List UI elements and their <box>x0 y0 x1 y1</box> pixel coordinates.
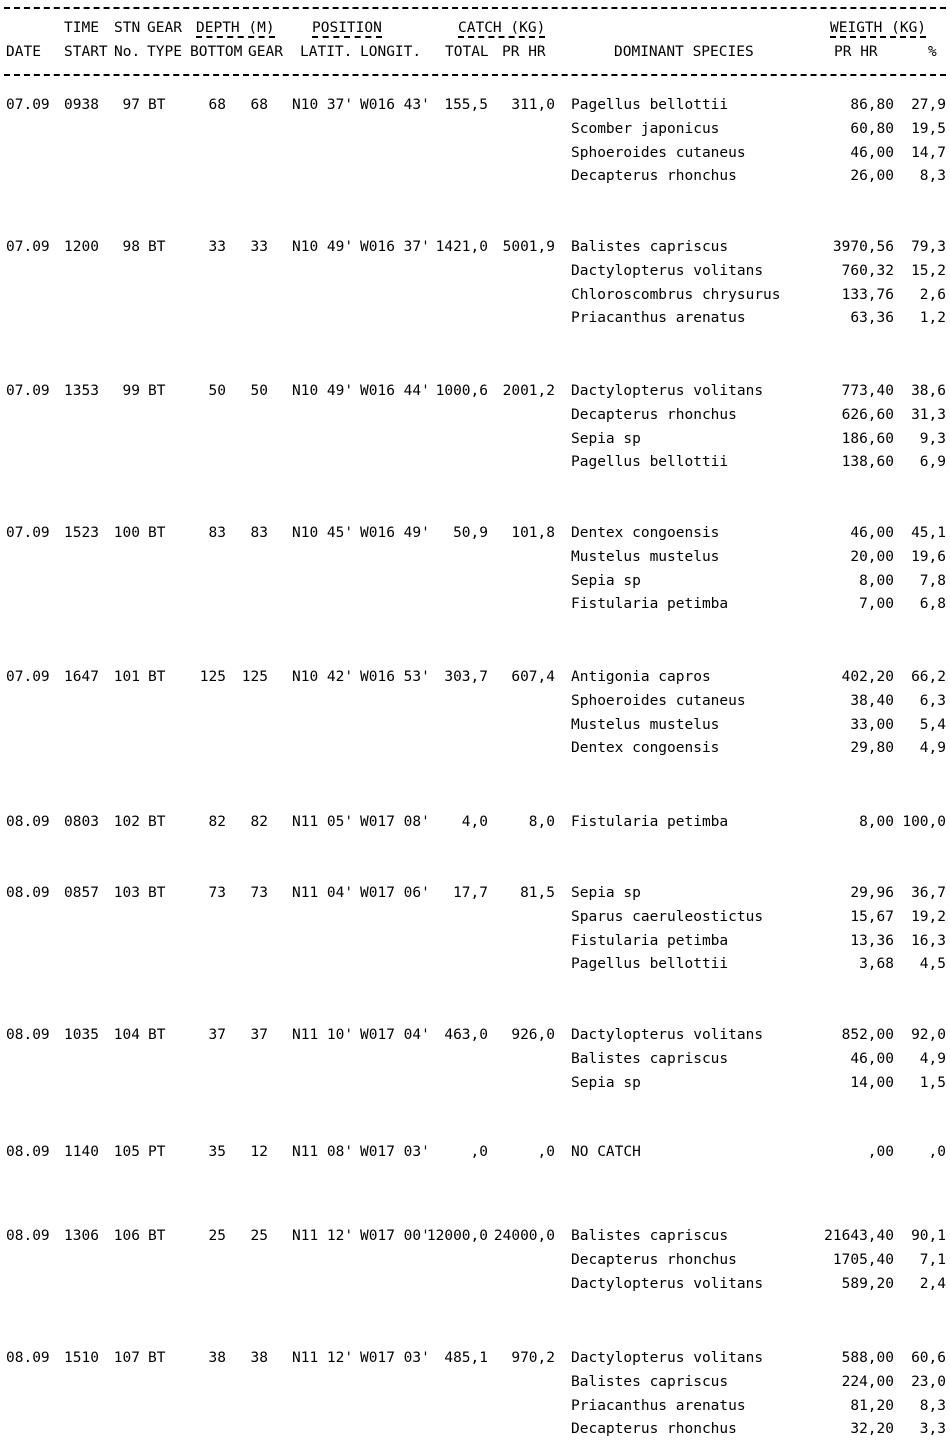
species-weight-pct: 5,4 <box>919 717 946 733</box>
species-weight-pct: ,0 <box>928 1144 946 1160</box>
cell-gear-type: BT <box>148 814 166 830</box>
species-weight-prhr: 60,80 <box>850 121 894 137</box>
species-name: Chloroscombrus chrysurus <box>571 287 781 303</box>
cell-depth-bottom: 25 <box>208 1228 226 1244</box>
species-name: Priacanthus arenatus <box>571 1398 746 1414</box>
species-name: Pagellus bellottii <box>571 956 729 972</box>
cell-time-start: 1140 <box>64 1144 99 1160</box>
cell-depth-gear: 83 <box>250 525 268 541</box>
cell-time-start: 1306 <box>64 1228 99 1244</box>
cell-date: 08.09 <box>6 814 50 830</box>
cell-longitude: W017 03' <box>360 1144 430 1160</box>
header-catch-prhr: PR HR <box>502 44 546 60</box>
species-weight-pct: 14,7 <box>911 145 946 161</box>
species-weight-prhr: 21643,40 <box>824 1228 894 1244</box>
species-name: Balistes capriscus <box>571 1051 729 1067</box>
cell-depth-bottom: 73 <box>208 885 226 901</box>
header-gear-bottom: TYPE <box>147 44 182 60</box>
species-name: Decapterus rhonchus <box>571 1252 737 1268</box>
cell-time-start: 1200 <box>64 239 99 255</box>
cell-latitude: N11 12' <box>292 1350 354 1366</box>
cell-date: 07.09 <box>6 383 50 399</box>
species-name: Pagellus bellottii <box>571 454 729 470</box>
cell-depth-gear: 82 <box>250 814 268 830</box>
species-weight-pct: 6,8 <box>919 596 946 612</box>
cell-catch-total: 4,0 <box>461 814 488 830</box>
header-weigth-pct: % <box>928 44 937 60</box>
cell-date: 08.09 <box>6 1350 50 1366</box>
species-weight-prhr: 46,00 <box>850 1051 894 1067</box>
cell-catch-total: 155,5 <box>444 97 488 113</box>
species-weight-prhr: 852,00 <box>841 1027 894 1043</box>
species-weight-prhr: 33,00 <box>850 717 894 733</box>
species-weight-pct: 8,3 <box>919 1398 946 1414</box>
cell-latitude: N11 10' <box>292 1027 354 1043</box>
species-weight-prhr: 133,76 <box>841 287 894 303</box>
cell-catch-prhr: 2001,2 <box>502 383 555 399</box>
header-position-group: POSITION <box>312 20 382 36</box>
cell-gear-type: BT <box>148 239 166 255</box>
species-name: Sparus caeruleostictus <box>571 909 764 925</box>
species-weight-pct: 36,7 <box>911 885 946 901</box>
species-weight-pct: 4,9 <box>919 740 946 756</box>
header-weigth-group: WEIGTH (KG) <box>830 20 927 36</box>
species-name: Priacanthus arenatus <box>571 310 746 326</box>
species-weight-prhr: 29,80 <box>850 740 894 756</box>
cell-depth-gear: 125 <box>241 669 268 685</box>
species-weight-pct: 1,2 <box>919 310 946 326</box>
cell-depth-gear: 25 <box>250 1228 268 1244</box>
cell-longitude: W016 53' <box>360 669 430 685</box>
species-weight-prhr: 588,00 <box>841 1350 894 1366</box>
species-weight-prhr: 14,00 <box>850 1075 894 1091</box>
cell-latitude: N11 08' <box>292 1144 354 1160</box>
cell-catch-prhr: 926,0 <box>511 1027 555 1043</box>
cell-longitude: W017 08' <box>360 814 430 830</box>
cell-catch-prhr: 5001,9 <box>502 239 555 255</box>
species-weight-prhr: 8,00 <box>859 573 894 589</box>
cell-depth-bottom: 82 <box>208 814 226 830</box>
cell-gear-type: BT <box>148 383 166 399</box>
cell-depth-bottom: 33 <box>208 239 226 255</box>
species-weight-prhr: 402,20 <box>841 669 894 685</box>
cell-date: 07.09 <box>6 239 50 255</box>
species-weight-pct: 19,5 <box>911 121 946 137</box>
header-depth-gear: GEAR <box>248 44 283 60</box>
cell-depth-gear: 37 <box>250 1027 268 1043</box>
cell-time-start: 1353 <box>64 383 99 399</box>
species-weight-pct: 6,3 <box>919 693 946 709</box>
header-date: DATE <box>6 44 41 60</box>
species-weight-pct: 15,2 <box>911 263 946 279</box>
cell-longitude: W017 04' <box>360 1027 430 1043</box>
species-name: Dentex congoensis <box>571 525 720 541</box>
species-weight-pct: 7,1 <box>919 1252 946 1268</box>
cell-latitude: N10 49' <box>292 239 354 255</box>
cell-station-number: 105 <box>113 1144 140 1160</box>
species-weight-pct: 31,3 <box>911 407 946 423</box>
cell-station-number: 101 <box>113 669 140 685</box>
cell-depth-bottom: 38 <box>208 1350 226 1366</box>
cell-time-start: 0857 <box>64 885 99 901</box>
header-time-bottom: START <box>64 44 108 60</box>
species-weight-prhr: 1705,40 <box>832 1252 894 1268</box>
species-name: Balistes capriscus <box>571 239 729 255</box>
species-weight-prhr: 46,00 <box>850 525 894 541</box>
header-longit: LONGIT. <box>360 44 422 60</box>
cell-latitude: N10 42' <box>292 669 354 685</box>
header-weigth-prhr: PR HR <box>834 44 878 60</box>
species-weight-pct: 19,6 <box>911 549 946 565</box>
cell-longitude: W017 00' <box>360 1228 430 1244</box>
cell-latitude: N11 12' <box>292 1228 354 1244</box>
species-weight-pct: 19,2 <box>911 909 946 925</box>
species-weight-prhr: 20,00 <box>850 549 894 565</box>
species-name: Balistes capriscus <box>571 1374 729 1390</box>
cell-longitude: W017 03' <box>360 1350 430 1366</box>
cell-depth-gear: 68 <box>250 97 268 113</box>
cell-time-start: 1647 <box>64 669 99 685</box>
species-weight-pct: 90,1 <box>911 1228 946 1244</box>
species-weight-pct: 16,3 <box>911 933 946 949</box>
cell-catch-total: 12000,0 <box>426 1228 488 1244</box>
cell-longitude: W017 06' <box>360 885 430 901</box>
cell-date: 08.09 <box>6 885 50 901</box>
species-weight-prhr: 773,40 <box>841 383 894 399</box>
species-weight-pct: 4,9 <box>919 1051 946 1067</box>
cell-catch-prhr: 607,4 <box>511 669 555 685</box>
species-weight-prhr: 81,20 <box>850 1398 894 1414</box>
species-weight-pct: 6,9 <box>919 454 946 470</box>
header-gear-top: GEAR <box>147 20 182 36</box>
species-weight-prhr: 589,20 <box>841 1276 894 1292</box>
cell-latitude: N10 49' <box>292 383 354 399</box>
species-weight-pct: 7,8 <box>919 573 946 589</box>
header-time-top: TIME <box>64 20 99 36</box>
species-weight-prhr: 3,68 <box>859 956 894 972</box>
species-name: Dactylopterus volitans <box>571 1276 764 1292</box>
cell-longitude: W016 44' <box>360 383 430 399</box>
cell-longitude: W016 37' <box>360 239 430 255</box>
cell-latitude: N11 04' <box>292 885 354 901</box>
cell-depth-bottom: 50 <box>208 383 226 399</box>
species-weight-pct: 38,6 <box>911 383 946 399</box>
cell-date: 08.09 <box>6 1144 50 1160</box>
cell-station-number: 98 <box>122 239 140 255</box>
species-name: Sepia sp <box>571 431 641 447</box>
cell-depth-gear: 50 <box>250 383 268 399</box>
species-weight-prhr: 15,67 <box>850 909 894 925</box>
cell-catch-total: 50,9 <box>453 525 488 541</box>
cell-catch-total: 17,7 <box>453 885 488 901</box>
species-name: NO CATCH <box>571 1144 641 1160</box>
cell-depth-gear: 33 <box>250 239 268 255</box>
species-name: Sphoeroides cutaneus <box>571 693 746 709</box>
species-weight-pct: 66,2 <box>911 669 946 685</box>
species-weight-prhr: 3970,56 <box>832 239 894 255</box>
species-weight-prhr: 626,60 <box>841 407 894 423</box>
cell-depth-bottom: 83 <box>208 525 226 541</box>
cell-catch-prhr: ,0 <box>537 1144 555 1160</box>
cell-catch-prhr: 81,5 <box>520 885 555 901</box>
cell-gear-type: BT <box>148 1350 166 1366</box>
species-weight-pct: 100,0 <box>902 814 946 830</box>
species-weight-prhr: 32,20 <box>850 1421 894 1437</box>
cell-depth-bottom: 35 <box>208 1144 226 1160</box>
cell-catch-total: 463,0 <box>444 1027 488 1043</box>
cell-depth-bottom: 125 <box>199 669 226 685</box>
species-name: Sphoeroides cutaneus <box>571 145 746 161</box>
cell-longitude: W016 43' <box>360 97 430 113</box>
cell-station-number: 106 <box>113 1228 140 1244</box>
header-catch-group: CATCH (KG) <box>458 20 546 36</box>
cell-station-number: 107 <box>113 1350 140 1366</box>
species-name: Dactylopterus volitans <box>571 1027 764 1043</box>
species-weight-pct: 60,6 <box>911 1350 946 1366</box>
cell-gear-type: BT <box>148 669 166 685</box>
species-weight-pct: 9,3 <box>919 431 946 447</box>
species-name: Fistularia petimba <box>571 933 729 949</box>
cell-depth-gear: 12 <box>250 1144 268 1160</box>
cell-catch-prhr: 970,2 <box>511 1350 555 1366</box>
header-stn-bottom: No. <box>114 44 141 60</box>
species-weight-prhr: 29,96 <box>850 885 894 901</box>
species-name: Dactylopterus volitans <box>571 1350 764 1366</box>
cell-depth-gear: 38 <box>250 1350 268 1366</box>
header-stn-top: STN <box>114 20 141 36</box>
species-weight-prhr: 46,00 <box>850 145 894 161</box>
cell-time-start: 1035 <box>64 1027 99 1043</box>
species-weight-pct: 3,3 <box>919 1421 946 1437</box>
species-weight-prhr: 38,40 <box>850 693 894 709</box>
cell-catch-total: 303,7 <box>444 669 488 685</box>
cell-gear-type: BT <box>148 1228 166 1244</box>
species-weight-pct: 45,1 <box>911 525 946 541</box>
species-weight-pct: 23,0 <box>911 1374 946 1390</box>
species-weight-pct: 92,0 <box>911 1027 946 1043</box>
species-name: Scomber japonicus <box>571 121 720 137</box>
cell-catch-total: 1421,0 <box>435 239 488 255</box>
cell-time-start: 1523 <box>64 525 99 541</box>
cell-date: 07.09 <box>6 669 50 685</box>
cell-date: 08.09 <box>6 1228 50 1244</box>
species-name: Sepia sp <box>571 885 641 901</box>
cell-time-start: 0803 <box>64 814 99 830</box>
species-name: Mustelus mustelus <box>571 717 720 733</box>
cell-date: 08.09 <box>6 1027 50 1043</box>
species-weight-prhr: 138,60 <box>841 454 894 470</box>
species-name: Antigonia capros <box>571 669 711 685</box>
cell-station-number: 102 <box>113 814 140 830</box>
species-weight-pct: 79,3 <box>911 239 946 255</box>
cell-date: 07.09 <box>6 97 50 113</box>
header-depth-group: DEPTH (M) <box>196 20 275 36</box>
header-latit: LATIT. <box>300 44 353 60</box>
species-weight-prhr: 7,00 <box>859 596 894 612</box>
species-name: Decapterus rhonchus <box>571 1421 737 1437</box>
cell-catch-total: 485,1 <box>444 1350 488 1366</box>
species-weight-prhr: 86,80 <box>850 97 894 113</box>
header-dominant-species: DOMINANT SPECIES <box>614 44 754 60</box>
species-weight-prhr: ,00 <box>867 1144 894 1160</box>
species-name: Dactylopterus volitans <box>571 263 764 279</box>
cell-station-number: 103 <box>113 885 140 901</box>
header-rule <box>4 74 946 76</box>
cell-depth-gear: 73 <box>250 885 268 901</box>
species-name: Mustelus mustelus <box>571 549 720 565</box>
cell-station-number: 97 <box>122 97 140 113</box>
species-weight-pct: 2,4 <box>919 1276 946 1292</box>
species-name: Balistes capriscus <box>571 1228 729 1244</box>
cell-date: 07.09 <box>6 525 50 541</box>
species-name: Sepia sp <box>571 1075 641 1091</box>
cell-gear-type: BT <box>148 97 166 113</box>
species-weight-pct: 4,5 <box>919 956 946 972</box>
header-depth-bottom: BOTTOM <box>190 44 243 60</box>
cell-station-number: 104 <box>113 1027 140 1043</box>
species-name: Fistularia petimba <box>571 814 729 830</box>
cell-catch-total: 1000,6 <box>435 383 488 399</box>
cell-latitude: N11 05' <box>292 814 354 830</box>
cell-gear-type: PT <box>148 1144 166 1160</box>
cell-depth-bottom: 68 <box>208 97 226 113</box>
cell-longitude: W016 49' <box>360 525 430 541</box>
cell-catch-prhr: 8,0 <box>528 814 555 830</box>
species-weight-prhr: 13,36 <box>850 933 894 949</box>
species-weight-prhr: 26,00 <box>850 168 894 184</box>
cell-catch-prhr: 24000,0 <box>493 1228 555 1244</box>
cell-station-number: 99 <box>122 383 140 399</box>
cell-gear-type: BT <box>148 1027 166 1043</box>
species-weight-prhr: 186,60 <box>841 431 894 447</box>
species-weight-prhr: 224,00 <box>841 1374 894 1390</box>
cell-depth-bottom: 37 <box>208 1027 226 1043</box>
species-weight-pct: 8,3 <box>919 168 946 184</box>
cell-catch-prhr: 311,0 <box>511 97 555 113</box>
species-name: Pagellus bellottii <box>571 97 729 113</box>
species-weight-pct: 27,9 <box>911 97 946 113</box>
cell-station-number: 100 <box>113 525 140 541</box>
header-catch-total: TOTAL <box>445 44 489 60</box>
cell-latitude: N10 45' <box>292 525 354 541</box>
cell-catch-total: ,0 <box>470 1144 488 1160</box>
species-weight-prhr: 63,36 <box>850 310 894 326</box>
species-name: Dentex congoensis <box>571 740 720 756</box>
species-name: Decapterus rhonchus <box>571 407 737 423</box>
species-weight-pct: 2,6 <box>919 287 946 303</box>
species-name: Fistularia petimba <box>571 596 729 612</box>
cell-catch-prhr: 101,8 <box>511 525 555 541</box>
species-weight-prhr: 8,00 <box>859 814 894 830</box>
species-weight-prhr: 760,32 <box>841 263 894 279</box>
top-rule <box>4 7 946 9</box>
cell-latitude: N10 37' <box>292 97 354 113</box>
species-name: Sepia sp <box>571 573 641 589</box>
species-name: Dactylopterus volitans <box>571 383 764 399</box>
species-name: Decapterus rhonchus <box>571 168 737 184</box>
species-weight-pct: 1,5 <box>919 1075 946 1091</box>
cell-time-start: 1510 <box>64 1350 99 1366</box>
cell-gear-type: BT <box>148 525 166 541</box>
cell-gear-type: BT <box>148 885 166 901</box>
cell-time-start: 0938 <box>64 97 99 113</box>
